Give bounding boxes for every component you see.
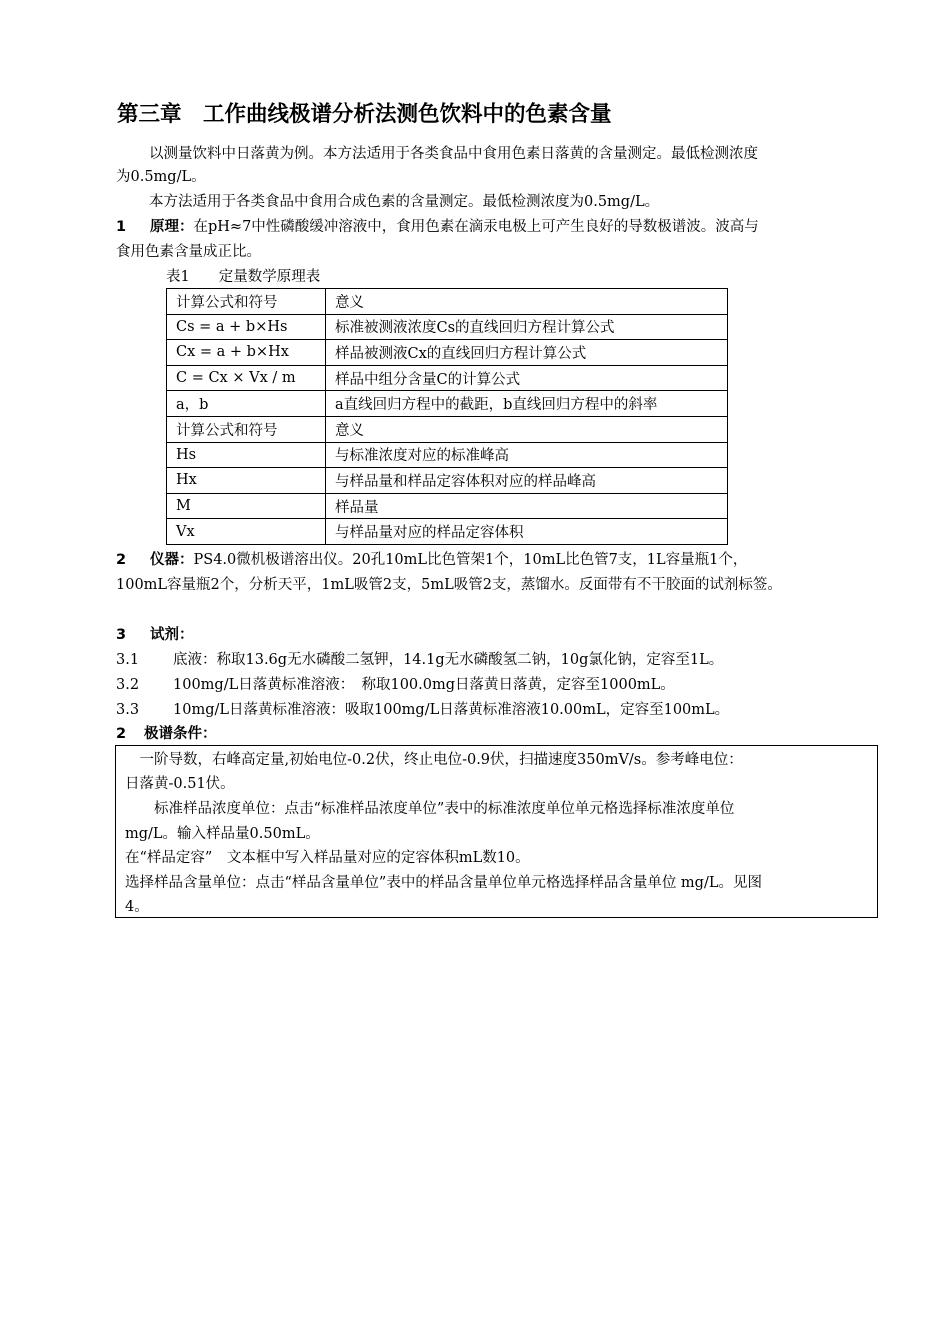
reagent-number: 3.2 (116, 677, 140, 693)
table-row (167, 493, 728, 519)
table-row (167, 340, 728, 366)
table-row (167, 391, 728, 417)
chapter-title: 第三章 工作曲线极谱分析法测色饮料中的色素含量 (117, 102, 612, 127)
table-cell-meaning: 样品中组分含量C的计算公式 (326, 365, 728, 391)
table-row (167, 468, 728, 494)
section-4-number: 2 (116, 726, 127, 742)
table-cell-meaning: 意义 (326, 416, 728, 442)
table-cell-formula: Cx = a + b×Hx (167, 340, 326, 366)
intro-line-1: 以测量饮料中日落黄为例。本方法适用于各类食品中食用色素日落黄的含量测定。最低检测浓度 (149, 146, 758, 162)
section-1-number: 1 (116, 219, 127, 235)
table-row (167, 289, 728, 315)
reagent-number: 3.1 (116, 652, 140, 668)
reagent-item (116, 650, 723, 670)
table-cell-formula: Cs = a + b×Hs (167, 314, 326, 340)
section-2-number: 2 (116, 552, 127, 568)
reagent-text: 10mg/L日落黄标准溶液：吸取100mg/L日落黄标准溶液10.00mL，定容至100mL。 (173, 702, 730, 718)
reagent-text: 底液：称取13.6g无水磷酸二氢钾，14.1g无水磷酸氢二钠，10g氯化钠，定容至1L。 (173, 652, 724, 668)
section-1-text-2: 食用色素含量成正比。 (116, 244, 261, 260)
reagent-text: 100mg/L日落黄标准溶液： 称取100.0mg日落黄日落黄，定容至1000mL。 (173, 677, 675, 693)
table-cell-meaning: 标准被测液浓度Cs的直线回归方程计算公式 (326, 314, 728, 340)
section-3-label: 试剂： (150, 627, 194, 643)
section-3-number: 3 (116, 627, 127, 643)
section-1-heading (116, 217, 759, 237)
section-2-text-1: PS4.0微机极谱溶出仪。20孔10mL比色管架1个，10mL比色管7支，1L容量瓶1个， (193, 552, 748, 568)
reagent-item (116, 700, 729, 720)
conditions-line: 日落黄-0.51伏。 (125, 776, 235, 792)
section-4-label: 极谱条件： (144, 726, 217, 742)
section-2-text-2: 100mL容量瓶2个，分析天平，1mL吸管2支，5mL吸管2支，蒸馏水。反面带有不干胶面的试剂标签。 (116, 577, 782, 593)
table-cell-formula: Vx (167, 519, 326, 545)
table-cell-formula: a，b (167, 391, 326, 417)
table-row (167, 442, 728, 468)
reagent-item (116, 675, 675, 695)
table-caption: 表1 定量数学原理表 (166, 269, 321, 285)
conditions-line: 标准样品浓度单位：点击“标准样品浓度单位”表中的标准浓度单位单元格选择标准浓度单位 (125, 801, 735, 817)
table-cell-formula: 计算公式和符号 (167, 289, 326, 315)
table-cell-meaning: 意义 (326, 289, 728, 315)
section-1-text-1: 在pH≈7中性磷酸缓冲溶液中，食用色素在滴汞电极上可产生良好的导数极谱波。波高与 (193, 219, 759, 235)
table-cell-formula: C = Cx × Vx / m (167, 365, 326, 391)
section-3-heading (116, 625, 194, 645)
conditions-line: 4。 (125, 899, 149, 915)
reagent-number: 3.3 (116, 702, 140, 718)
conditions-line: 在“样品定容” 文本框中写入样品量对应的定容体积mL数10。 (125, 850, 530, 866)
table-cell-meaning: 与样品量对应的样品定容体积 (326, 519, 728, 545)
table-cell-meaning: 样品量 (326, 493, 728, 519)
table-cell-meaning: 与样品量和样品定容体积对应的样品峰高 (326, 468, 728, 494)
conditions-line: mg/L。输入样品量0.50mL。 (125, 826, 320, 842)
section-1-label: 原理： (150, 219, 194, 235)
conditions-line: 选择样品含量单位：点击“样品含量单位”表中的样品含量单位单元格选择样品含量单位 mg/L。见图 (125, 875, 762, 891)
table-cell-formula: Hx (167, 468, 326, 494)
formula-table (166, 288, 728, 545)
table-row (167, 314, 728, 340)
table-cell-meaning: 样品被测液Cx的直线回归方程计算公式 (326, 340, 728, 366)
table-cell-formula: Hs (167, 442, 326, 468)
table-cell-meaning: 与标准浓度对应的标准峰高 (326, 442, 728, 468)
table-row (167, 416, 728, 442)
table-cell-meaning: a直线回归方程中的截距，b直线回归方程中的斜率 (326, 391, 728, 417)
table-row (167, 365, 728, 391)
table-cell-formula: 计算公式和符号 (167, 416, 326, 442)
section-4-heading (116, 724, 217, 744)
table-row (167, 519, 728, 545)
polarography-conditions-box (115, 745, 878, 918)
section-2-label: 仪器： (150, 552, 194, 568)
conditions-line: 一阶导数，右峰高定量,初始电位-0.2伏，终止电位-0.9伏，扫描速度350mV/s。参考峰电位： (125, 752, 743, 768)
intro-line-2: 为0.5mg/L。 (116, 169, 206, 185)
section-2-heading (116, 550, 747, 570)
intro-line-3: 本方法适用于各类食品中食用合成色素的含量测定。最低检测浓度为0.5mg/L。 (149, 194, 660, 210)
table-cell-formula: M (167, 493, 326, 519)
